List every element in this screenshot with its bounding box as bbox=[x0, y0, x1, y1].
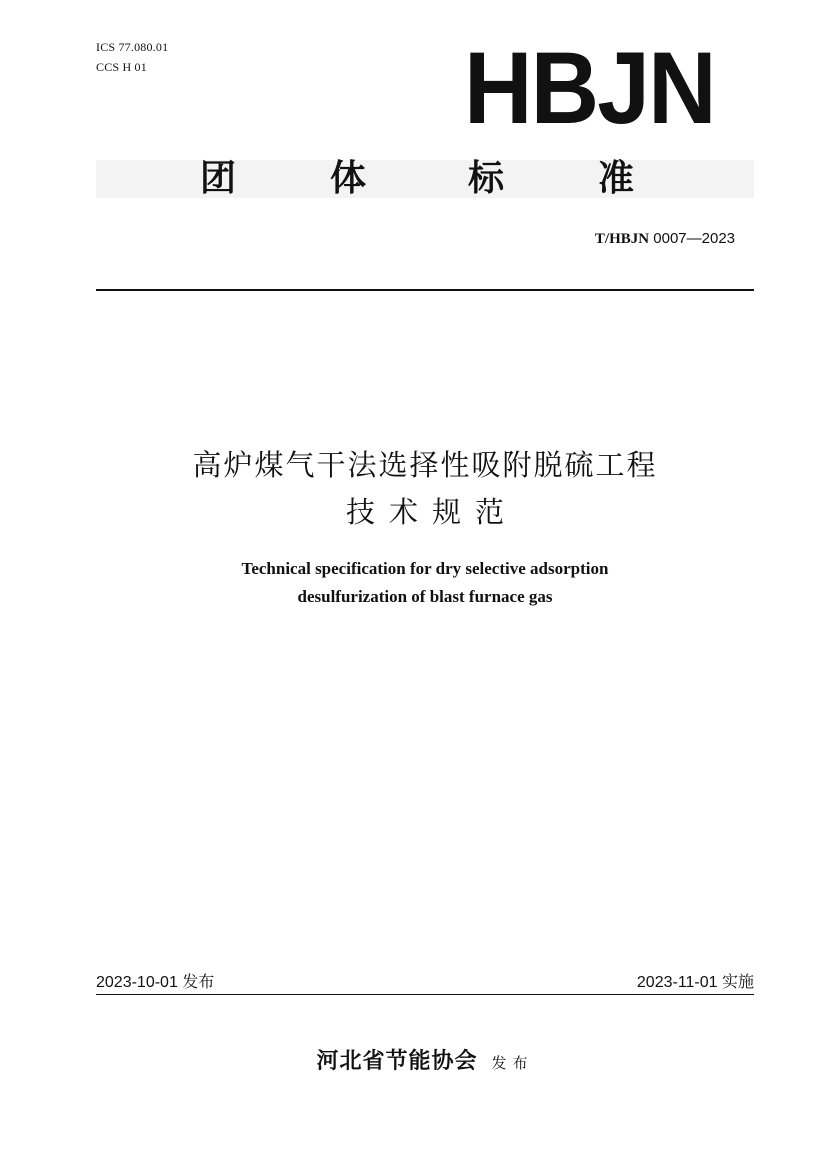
ccs-code: CCS H 01 bbox=[96, 60, 147, 74]
hbjn-logo: HBJN bbox=[464, 31, 715, 145]
standard-type-char: 体 bbox=[330, 158, 367, 199]
title-en-line1: Technical specification for dry selective adsorption bbox=[241, 559, 609, 578]
issue-date: 2023-10-01 发布 bbox=[96, 974, 215, 991]
standard-type-char: 标 bbox=[468, 158, 505, 199]
standard-number-value: 0007—2023 bbox=[649, 230, 735, 247]
standard-type-label bbox=[96, 156, 754, 202]
standard-type-char: 团 bbox=[200, 158, 237, 199]
title-en-line2: desulfurization of blast furnace gas bbox=[297, 587, 553, 606]
implementation-date: 2023-11-01 实施 bbox=[636, 974, 754, 991]
publisher-line bbox=[96, 1046, 754, 1078]
bottom-divider bbox=[96, 994, 754, 995]
standard-type-char: 准 bbox=[598, 158, 635, 199]
ics-code: ICS 77.080.01 bbox=[96, 40, 169, 54]
title-cn-line2: 技术规范 bbox=[345, 495, 518, 529]
publisher-org: 河北省节能协会 bbox=[316, 1048, 478, 1074]
title-cn-line1: 高炉煤气干法选择性吸附脱硫工程 bbox=[192, 448, 658, 482]
top-divider bbox=[96, 289, 754, 291]
publisher-suffix: 发布 bbox=[491, 1054, 534, 1072]
classification-codes bbox=[96, 38, 168, 78]
standard-number-prefix: T/HBJN bbox=[594, 231, 650, 247]
standard-number bbox=[435, 229, 735, 249]
